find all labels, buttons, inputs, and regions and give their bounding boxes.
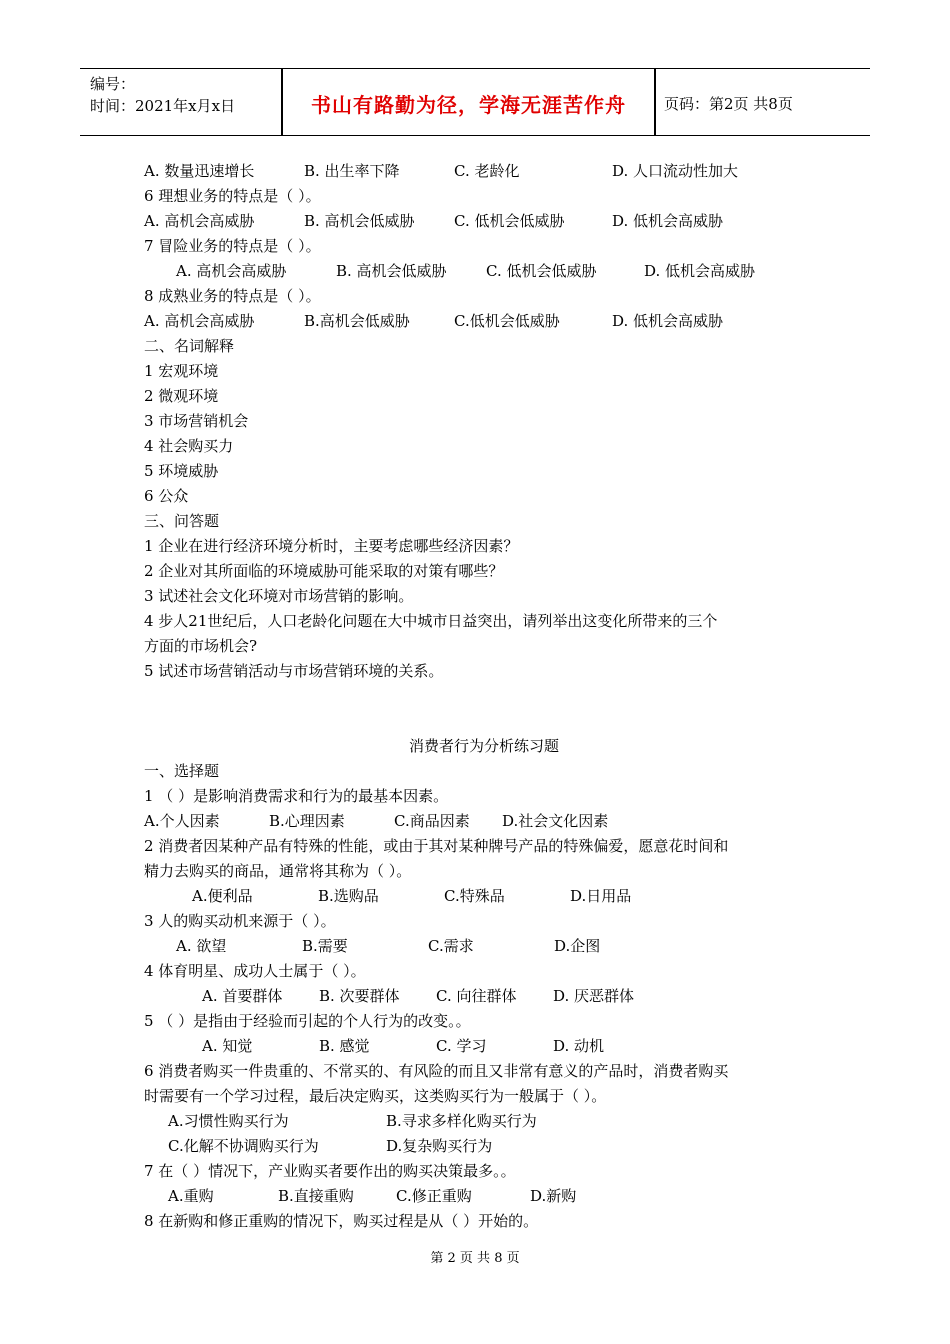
- option: C. 学习: [436, 1037, 487, 1055]
- section-heading: 三、问答题: [144, 512, 220, 530]
- option: D. 动机: [553, 1037, 605, 1055]
- list-item: 2 微观环境: [144, 387, 219, 405]
- question-options: [144, 984, 824, 1009]
- question-options: [144, 809, 824, 834]
- option: C.特殊品: [444, 887, 505, 905]
- option: D. 人口流动性加大: [612, 162, 739, 180]
- question-text: 4 体育明星、成功人士属于（ ）。: [144, 962, 366, 980]
- option: D. 低机会高威胁: [612, 312, 724, 330]
- option: B.直接重购: [278, 1187, 354, 1205]
- list-item: 3 市场营销机会: [144, 412, 249, 430]
- option: B.选购品: [318, 887, 379, 905]
- option: D. 低机会高威胁: [644, 262, 756, 280]
- option: A. 高机会高威胁: [144, 312, 255, 330]
- document-body: [144, 159, 824, 1234]
- question-text: 8 在新购和修正重购的情况下，购买过程是从（ ）开始的。: [144, 1212, 539, 1230]
- question-text: 6 消费者购买一件贵重的、不常买的、有风险的而且又非常有意义的产品时，消费者购买: [144, 1062, 729, 1080]
- option: A.习惯性购买行为: [168, 1112, 289, 1130]
- header-motto: 书山有路勤为径，学海无涯苦作舟: [311, 93, 626, 117]
- list-item: 6 公众: [144, 487, 189, 505]
- page-footer: 第 2 页 共 8 页: [430, 1251, 520, 1266]
- list-item: 4 步人21世纪后，人口老龄化问题在大中城市日益突出，请列举出这变化所带来的三个: [144, 612, 718, 630]
- question-options: [144, 884, 824, 909]
- question-options: [144, 1109, 824, 1134]
- option: D.企图: [554, 937, 601, 955]
- list-item: 2 企业对其所面临的环境威胁可能采取的对策有哪些？: [144, 562, 504, 580]
- option: B. 高机会低威胁: [304, 212, 415, 230]
- option: B.寻求多样化购买行为: [386, 1112, 537, 1130]
- question-options: [144, 1184, 824, 1209]
- option: B.高机会低威胁: [304, 312, 410, 330]
- list-item: 3 试述社会文化环境对市场营销的影响。: [144, 587, 414, 605]
- section-heading: 二、名词解释: [144, 337, 235, 355]
- option: B. 感觉: [319, 1037, 370, 1055]
- document-number-label: 编号：: [90, 75, 136, 93]
- question-options: [144, 1134, 824, 1159]
- option: C.化解不协调购买行为: [168, 1137, 319, 1155]
- option: C.修正重购: [396, 1187, 472, 1205]
- option: A. 高机会高威胁: [176, 262, 287, 280]
- spacer: [144, 684, 824, 734]
- question-options: [144, 309, 824, 334]
- option: A. 高机会高威胁: [144, 212, 255, 230]
- option: A.重购: [168, 1187, 214, 1205]
- question-text: 8 成熟业务的特点是（ ）。: [144, 287, 321, 305]
- question-text-continuation: 时需要有一个学习过程，最后决定购买，这类购买行为一般属于（ ）。: [144, 1087, 607, 1105]
- page-header: [80, 68, 870, 136]
- list-item: 1 宏观环境: [144, 362, 219, 380]
- question-options: [144, 159, 824, 184]
- option: C.需求: [428, 937, 474, 955]
- option: A. 数量迅速增长: [144, 162, 255, 180]
- option: A. 知觉: [202, 1037, 253, 1055]
- exercise-title: 消费者行为分析练习题: [408, 737, 559, 755]
- question-text: 6 理想业务的特点是（ ）。: [144, 187, 321, 205]
- question-text: 2 消费者因某种产品有特殊的性能，或由于其对某种牌号产品的特殊偏爱，愿意花时间和: [144, 837, 729, 855]
- option: B. 高机会低威胁: [336, 262, 447, 280]
- option: A.便利品: [192, 887, 253, 905]
- list-item: 5 试述市场营销活动与市场营销环境的关系。: [144, 662, 444, 680]
- option: C. 向往群体: [436, 987, 517, 1005]
- option: D.社会文化因素: [502, 812, 609, 830]
- option: C. 低机会低威胁: [486, 262, 597, 280]
- option: C.低机会低威胁: [454, 312, 560, 330]
- question-text: 3 人的购买动机来源于（ ）。: [144, 912, 336, 930]
- option: C. 低机会低威胁: [454, 212, 565, 230]
- option: B.心理因素: [269, 812, 345, 830]
- question-text: 7 在（ ）情况下，产业购买者要作出的购买决策最多。。: [144, 1162, 516, 1180]
- list-item: 5 环境威胁: [144, 462, 219, 480]
- list-item: 4 社会购买力: [144, 437, 234, 455]
- option: A.个人因素: [144, 812, 220, 830]
- option: C. 老龄化: [454, 162, 520, 180]
- option: B.需要: [302, 937, 348, 955]
- question-options: [144, 934, 824, 959]
- option: A. 欲望: [176, 937, 227, 955]
- question-options: [144, 259, 824, 284]
- list-item: 1 企业在进行经济环境分析时，主要考虑哪些经济因素？: [144, 537, 519, 555]
- question-options: [144, 209, 824, 234]
- header-divider: [654, 69, 656, 135]
- section-heading: 一、选择题: [144, 762, 220, 780]
- question-text: 7 冒险业务的特点是（ ）。: [144, 237, 321, 255]
- option: D.新购: [530, 1187, 577, 1205]
- question-text-continuation: 精力去购买的商品，通常将其称为（ ）。: [144, 862, 412, 880]
- option: B. 次要群体: [319, 987, 400, 1005]
- question-text: 1 （ ）是影响消费需求和行为的最基本因素。: [144, 787, 449, 805]
- question-text: 5 （ ）是指由于经验而引起的个人行为的改变。。: [144, 1012, 471, 1030]
- header-page-info: 页码：第2页 共8页: [664, 95, 793, 113]
- option: A. 首要群体: [202, 987, 283, 1005]
- list-item-continuation: 方面的市场机会?: [144, 637, 258, 655]
- option: D. 低机会高威胁: [612, 212, 724, 230]
- document-date: 时间：2021年x月x日: [90, 97, 236, 115]
- option: B. 出生率下降: [304, 162, 400, 180]
- option: C.商品因素: [394, 812, 470, 830]
- question-options: [144, 1034, 824, 1059]
- option: D.日用品: [570, 887, 632, 905]
- option: D. 厌恶群体: [553, 987, 635, 1005]
- option: D.复杂购买行为: [386, 1137, 493, 1155]
- header-meta: [90, 73, 235, 117]
